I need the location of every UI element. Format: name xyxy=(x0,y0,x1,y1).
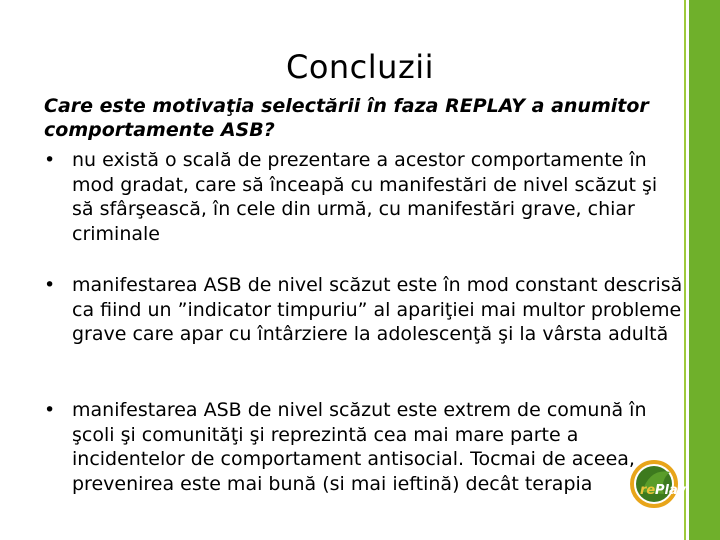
page-title: Concluzii xyxy=(285,48,435,86)
bullet-text: nu există o scală de prezentare a acestor comportamente în mod gradat, care să înceapă cu manifestări de nivel scăzut şi să sfârşească, în cele din urmă, cu manifestări grave, chiar criminale xyxy=(72,149,658,245)
bullet-item xyxy=(44,398,684,496)
bullet-marker: • xyxy=(44,399,56,421)
replay-logo-icon xyxy=(630,458,688,510)
svg-text:re: re xyxy=(640,483,656,498)
bullet-text: manifestarea ASB de nivel scăzut este în mod constant descrisă ca fiind un ”indicator timpuriu” al apariţiei mai multor probleme grave care apar cu întârziere la adolescenţă şi la vârsta adultă xyxy=(72,274,683,345)
bullet-text: manifestarea ASB de nivel scăzut este extrem de comună în şcoli şi comunităţi şi reprezintă cea mai mare parte a incidentelor de comportament antisocial. Tocmai de aceea, prevenirea este mai bună (si mai ieftină) decât terapia xyxy=(72,399,647,495)
bullet-item xyxy=(44,148,684,246)
question-heading: Care este motivaţia selectării în faza REPLAY a anumitor comportamente ASB? xyxy=(44,95,649,141)
bullet-marker: • xyxy=(44,149,56,171)
bullet-item xyxy=(44,273,684,347)
svg-text:Play: Play xyxy=(655,483,686,498)
bullet-marker: • xyxy=(44,274,56,296)
